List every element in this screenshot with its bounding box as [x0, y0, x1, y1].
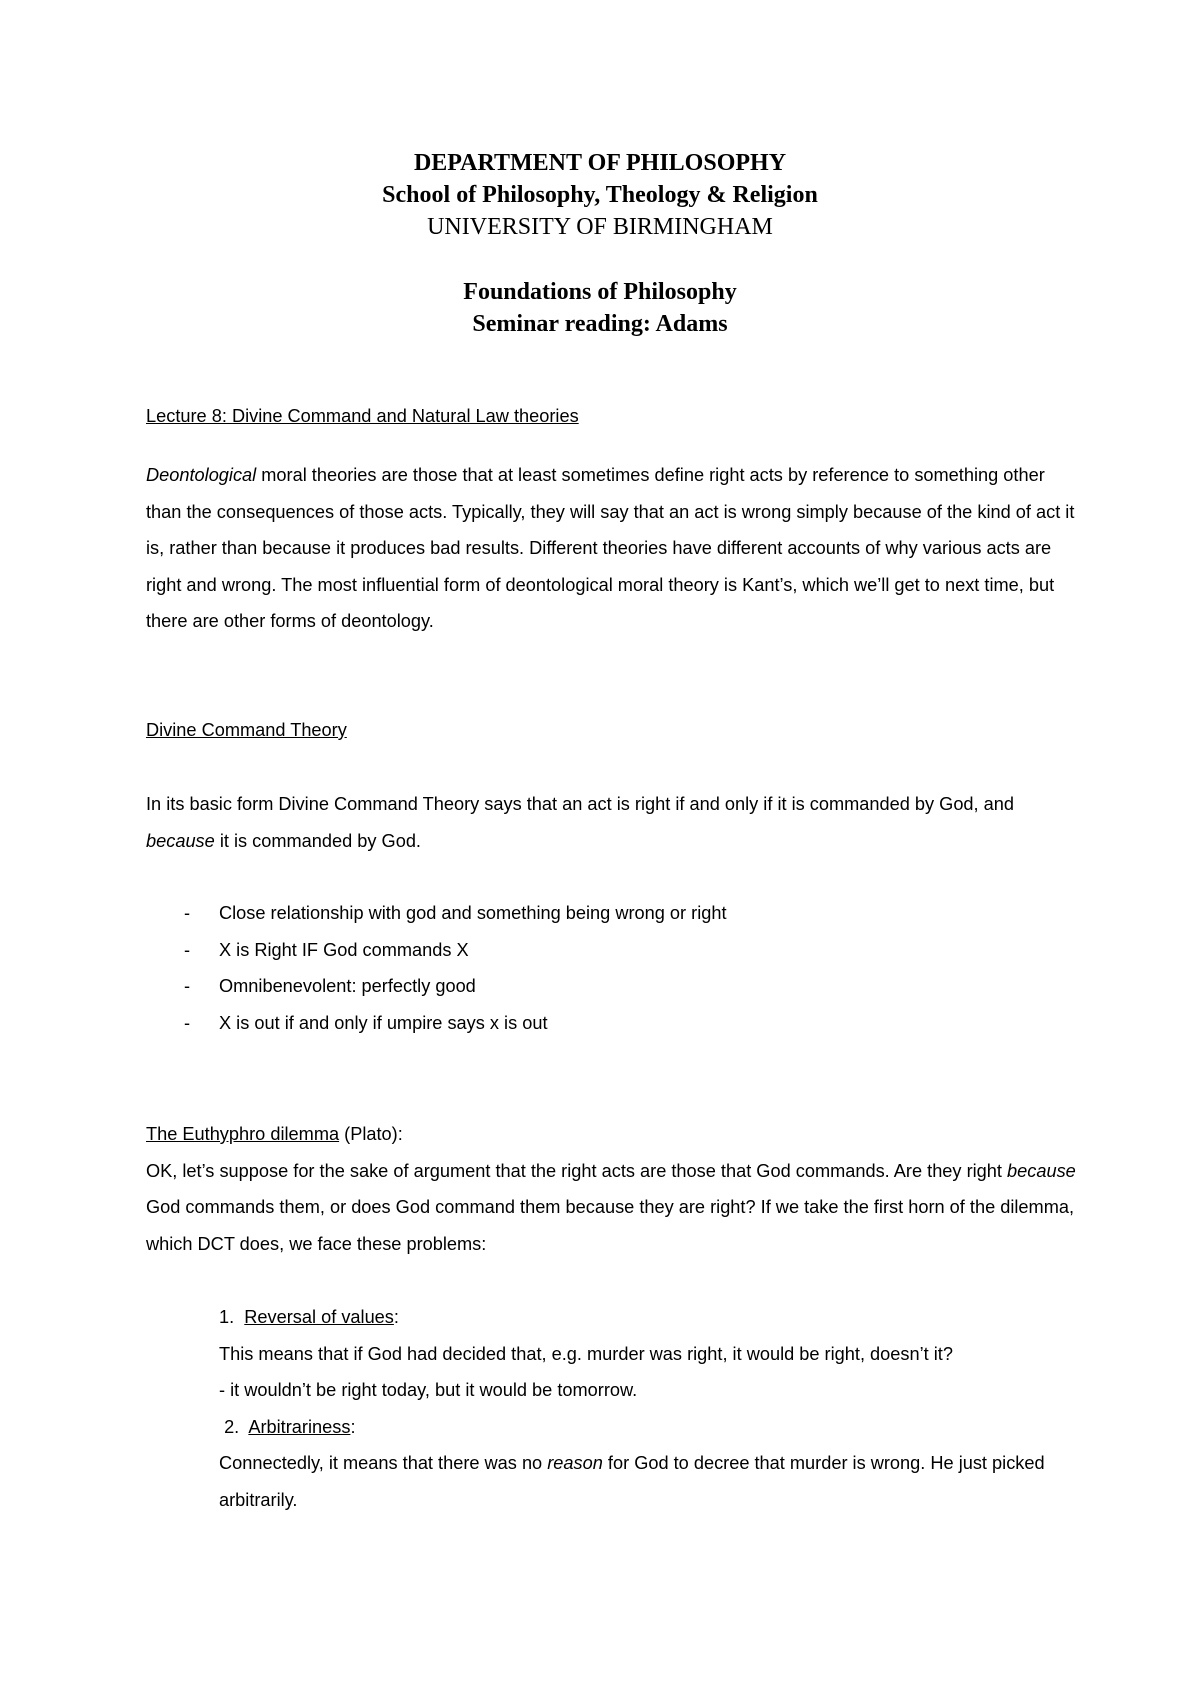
problem-colon: : — [350, 1416, 356, 1437]
lecture-heading-text: Lecture 8: Divine Command and Natural Law theories — [146, 406, 579, 426]
list-item — [146, 968, 1081, 1005]
euthyphro-text-part2: God commands them, or does God command them because they are right? If we take the first horn of the dilemma, which DCT does, we face these problems: — [146, 1197, 1075, 1254]
list-item — [146, 1005, 1081, 1042]
problem-2-text — [219, 1445, 1081, 1518]
school-title: School of Philosophy, Theology & Religion — [382, 182, 818, 208]
bullet-dash: - — [184, 976, 191, 996]
bullet-text: Omnibenevolent: perfectly good — [219, 976, 476, 996]
bullet-dash: - — [184, 939, 191, 960]
intro-text: moral theories are those that at least sometimes define right acts by reference to something other than the consequences of those acts. Typically, they will say that an act is wrong simply because of the kind of act it is, rather than because it produces bad results. Different theories have different accounts of why various acts are right and wrong. The most influential form of deontological moral theory is Kant’s, which we’ll get to next time, but there are other forms of deontology. — [146, 465, 1075, 631]
problem-1-line-2: - it wouldn’t be right today, but it would be tomorrow. — [219, 1380, 638, 1400]
problem-1-line-1: This means that if God had decided that, e.g. murder was right, it would be right, doesn’t it? — [219, 1343, 953, 1364]
bullet-text: X is Right IF God commands X — [219, 939, 469, 960]
bullet-dash: - — [184, 903, 191, 923]
document-header — [0, 147, 1200, 243]
euthyphro-italic-because: because — [1007, 1160, 1076, 1181]
euthyphro-heading: The Euthyphro dilemma — [146, 1124, 340, 1144]
bullet-dash: - — [184, 1012, 191, 1033]
problem-1-heading — [219, 1299, 1081, 1336]
problem-title: Reversal of values — [244, 1307, 394, 1327]
department-title: DEPARTMENT OF PHILOSOPHY — [413, 150, 787, 176]
euthyphro-text-part1: OK, let’s suppose for the sake of argument that the right acts are those that God commands. Are they right — [146, 1160, 1008, 1181]
dct-heading — [146, 712, 1081, 749]
lecture-heading — [146, 398, 1081, 435]
dct-paragraph — [146, 786, 1081, 859]
dct-text-part1: In its basic form Divine Command Theory says that an act is right if and only if it is commanded by God, and — [146, 794, 1014, 814]
problem-number: 1. — [219, 1307, 235, 1327]
problem-title: Arbitrariness — [248, 1416, 351, 1437]
course-header — [0, 276, 1200, 340]
problems-list — [219, 1299, 1081, 1518]
euthyphro-heading-suffix: (Plato): — [339, 1124, 403, 1144]
dct-heading-text: Divine Command Theory — [146, 720, 347, 740]
deontological-term: Deontological — [146, 465, 257, 485]
problem-2-heading — [219, 1409, 1081, 1446]
problem-colon: : — [393, 1307, 399, 1327]
dct-italic-because: because — [146, 830, 215, 851]
intro-paragraph — [146, 457, 1081, 640]
problem-number: 2. — [224, 1416, 240, 1437]
bullet-text: X is out if and only if umpire says x is out — [219, 1012, 548, 1033]
dct-bullet-list — [146, 895, 1081, 1041]
problem-2-italic-reason: reason — [547, 1453, 603, 1473]
euthyphro-section — [146, 1116, 1081, 1262]
dct-text-part2: it is commanded by God. — [214, 830, 421, 851]
problem-2-text-part2: for God to decree that murder is wrong. He just picked arbitrarily. — [219, 1453, 1045, 1510]
seminar-title: Seminar reading: Adams — [472, 311, 728, 337]
list-item — [146, 895, 1081, 932]
university-title: UNIVERSITY OF BIRMINGHAM — [427, 214, 773, 240]
list-item — [146, 932, 1081, 969]
course-title: Foundations of Philosophy — [463, 279, 737, 305]
problem-2-text-part1: Connectedly, it means that there was no — [219, 1453, 548, 1473]
bullet-text: Close relationship with god and something being wrong or right — [219, 903, 727, 923]
